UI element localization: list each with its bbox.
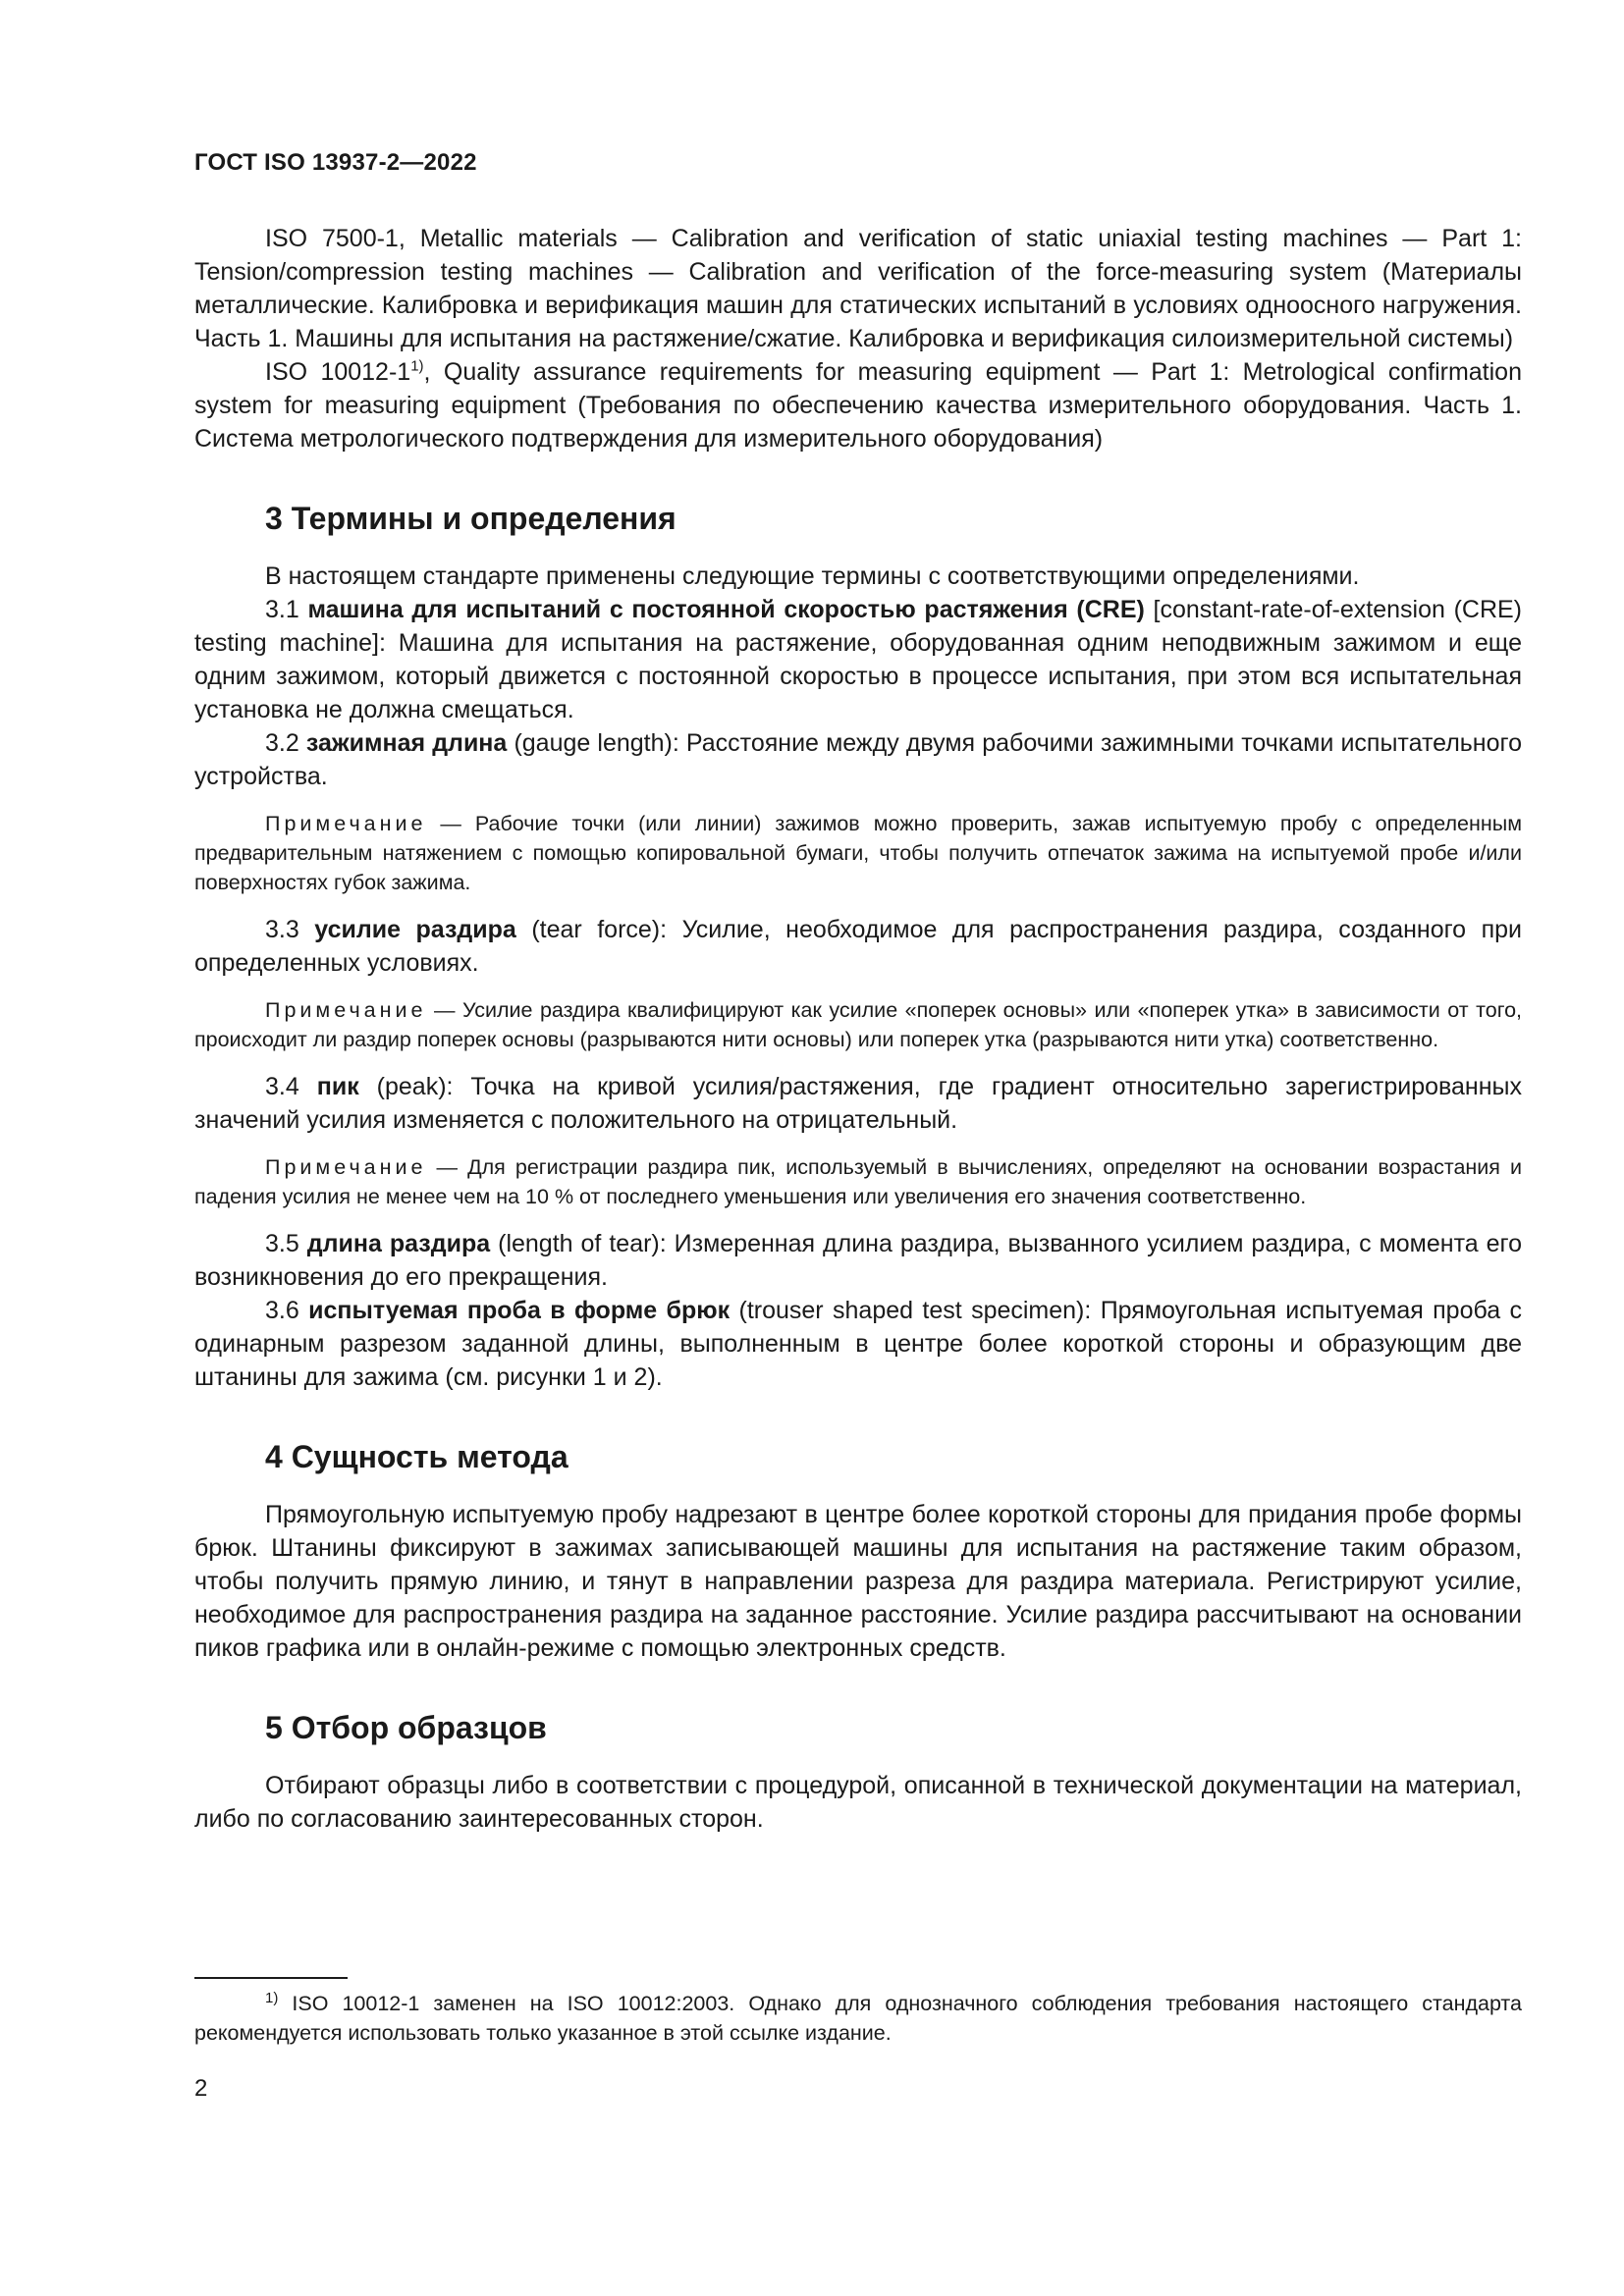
- term-3-1: [194, 593, 1522, 726]
- section-4-text: Прямоугольную испытуемую пробу надрезают в центре более короткой стороны для придания пробе формы брюк. Штанины фиксируют в зажимах записывающей машины для испытания на растяжение таким образом, чтобы получить прямую линию, и тянут в направлении разреза для раздира материала. Регистрируют усилие, необходимое для распространения раздира на заданное расстояние. Усилие раздира рассчитывают на основании пиков графика или в онлайн-режиме с помощью электронных средств.: [194, 1501, 1522, 1662]
- note-label: Примечание: [265, 1155, 427, 1179]
- term-number: 3.3: [265, 916, 299, 943]
- note-label: Примечание: [265, 998, 427, 1022]
- note-3-2: [194, 809, 1522, 897]
- note-text: — Усилие раздира квалифицируют как усилие «поперек основы» или «поперек утка» в зависимости от того, происходит ли раздир поперек основы (разрываются нити основы) или поперек утка (разрываются нити утка) соответственно.: [194, 998, 1522, 1051]
- document-header: ГОСТ ISO 13937-2—2022: [194, 149, 477, 176]
- term-3-2: [194, 726, 1522, 793]
- footnote-mark: 1): [265, 1989, 279, 2006]
- term-definition: (peak): Точка на кривой усилия/растяжения, где градиент относительно зарегистрированных значений усилия изменяется с положительного на отрицательный.: [194, 1073, 1522, 1134]
- footnote-divider: [194, 1977, 348, 1979]
- term-name: машина для испытаний с постоянной скоростью растяжения (CRE): [307, 596, 1145, 623]
- term-definition: (tear force): Усилие, необходимое для распространения раздира, созданного при определенных условиях.: [194, 916, 1522, 977]
- term-3-6: [194, 1294, 1522, 1394]
- term-name: зажимная длина: [305, 729, 508, 757]
- section-4-title: 4 Сущность метода: [265, 1439, 568, 1474]
- term-definition: (length of tear): Измеренная длина раздира, вызванного усилием раздира, с момента его возникновения до его прекращения.: [194, 1230, 1522, 1291]
- footnote: [194, 1989, 1522, 2048]
- section-3-title: 3 Термины и определения: [265, 501, 677, 536]
- footnote-text: ISO 10012-1 заменен на ISO 10012:2003. Однако для однозначного соблюдения требования настоящего стандарта рекомендуется использовать только указанное в этой ссылке издание.: [194, 1992, 1522, 2045]
- footnote-marker: 1): [410, 357, 424, 375]
- page-number: 2: [194, 2075, 208, 2102]
- term-name: усилие раздира: [314, 916, 516, 943]
- reference-code: ISO 10012-1: [265, 358, 411, 386]
- term-name: испытуемая проба в форме брюк: [308, 1297, 731, 1324]
- section-3-intro: В настоящем стандарте применены следующие термины с соответствующими определениями.: [265, 562, 1360, 590]
- document-body: [194, 222, 1522, 1836]
- section-5-title: 5 Отбор образцов: [265, 1710, 547, 1745]
- term-3-3: [194, 913, 1522, 980]
- term-name: пик: [316, 1073, 359, 1100]
- term-name: длина раздира: [306, 1230, 491, 1257]
- term-3-5: [194, 1227, 1522, 1294]
- term-number: 3.5: [265, 1230, 299, 1257]
- term-definition: (gauge length): Расстояние между двумя рабочими зажимными точками испытательного устройства.: [194, 729, 1522, 790]
- term-3-4: [194, 1070, 1522, 1137]
- term-number: 3.1: [265, 596, 299, 623]
- section-5-text: Отбирают образцы либо в соответствии с процедурой, описанной в технической документации на материал, либо по согласованию заинтересованных сторон.: [194, 1772, 1522, 1833]
- term-definition: (trouser shaped test specimen): Прямоугольная испытуемая проба с одинарным разрезом заданной длины, выполненным в центре более короткой стороны и образующим две штанины для зажима (см. рисунки 1 и 2).: [194, 1297, 1522, 1391]
- term-number: 3.4: [265, 1073, 299, 1100]
- reference-iso-10012-1: [194, 355, 1522, 455]
- term-number: 3.2: [265, 729, 299, 757]
- term-number: 3.6: [265, 1297, 299, 1324]
- note-text: — Рабочие точки (или линии) зажимов можно проверить, зажав испытуемую пробу с определенным предварительным натяжением с помощью копировальной бумаги, чтобы получить отпечаток зажима на испытуемой пробе и/или поверхностях губок зажима.: [194, 812, 1522, 894]
- term-definition: [constant-rate-of-extension (CRE) testing machine]: Машина для испытания на растяжение, оборудованная одним неподвижным зажимом и еще одним зажимом, который движется с постоянной скоростью в процессе испытания, при этом вся испытательная установка не должна смещаться.: [194, 596, 1523, 723]
- reference-iso-7500-1: ISO 7500-1, Metallic materials — Calibration and verification of static uniaxial testing machines — Part 1: Tension/compression testing machines — Calibration and verification of the force-measuring system (Материалы металлические. Калибровка и верификация машин для статических испытаний в условиях одноосного нагружения. Часть 1. Машины для испытания на растяжение/сжатие. Калибровка и верификация силоизмерительной системы): [194, 225, 1522, 352]
- note-text: — Для регистрации раздира пик, используемый в вычислениях, определяют на основании возрастания и падения усилия не менее чем на 10 % от последнего уменьшения или увеличения его значения соответственно.: [194, 1155, 1522, 1208]
- reference-text: , Quality assurance requirements for measuring equipment — Part 1: Metrological confirmation system for measuring equipment (Требования по обеспечению качества измерительного оборудования. Часть 1. Система метрологического подтверждения для измерительного оборудования): [194, 358, 1522, 453]
- note-3-4: [194, 1152, 1522, 1211]
- note-label: Примечание: [265, 812, 427, 835]
- note-3-3: [194, 995, 1522, 1054]
